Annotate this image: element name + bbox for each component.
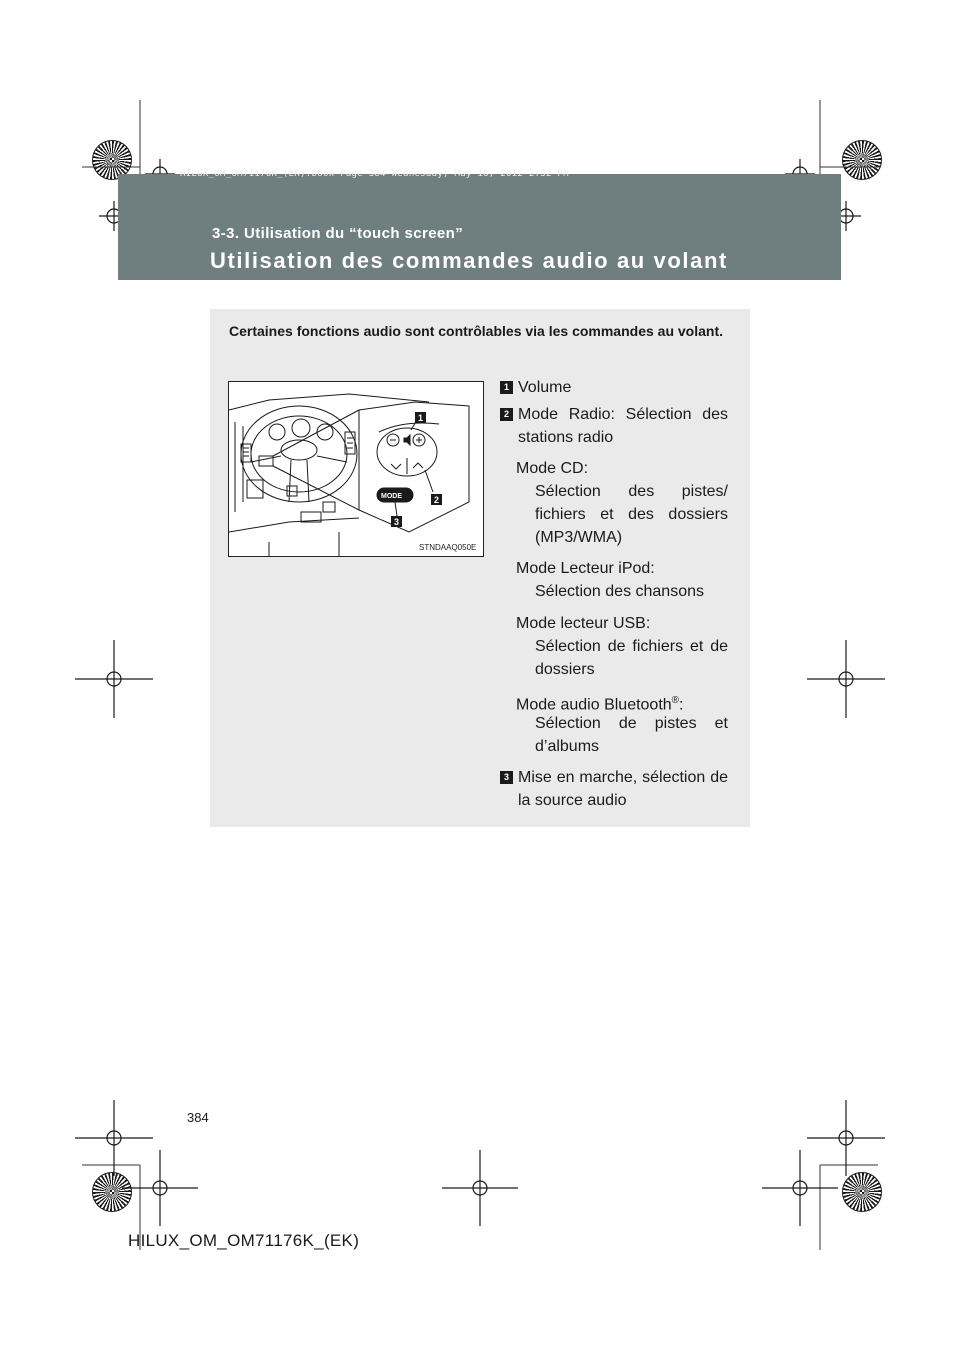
mode-button-label: MODE — [381, 493, 402, 500]
svg-text:3: 3 — [394, 517, 400, 527]
mode-description: Sélection de pistes et d’albums — [535, 715, 728, 755]
figure-callout-3 — [391, 516, 402, 527]
registration-target-icon — [122, 1150, 198, 1226]
page-number: 384 — [187, 1110, 209, 1125]
section-label: 3-3. Utilisation du “touch screen” — [212, 225, 464, 242]
list-item-text: Volume — [518, 379, 572, 396]
badge-1: 1 — [500, 381, 513, 394]
mode-description: Sélection des chansons — [535, 583, 704, 600]
figure-code: STNDAAQ050E — [419, 543, 477, 552]
footer-doc-code: HILUX_OM_OM71176K_(EK) — [128, 1231, 360, 1250]
mode-description: Sélection des pistes/ fichiers et des dossiers (MP3/WMA) — [535, 483, 728, 546]
steering-controls-illustration — [228, 381, 484, 557]
registration-target-icon — [442, 1150, 518, 1226]
list-item-text: Mode Radio: Sélection des stations radio — [518, 406, 728, 446]
registration-target-icon — [75, 640, 153, 718]
mode-label: Mode audio Bluetooth®: — [516, 695, 684, 714]
book-info-line: HILUX_OM_OM71176K_(EK).book Page 384 Wednesday, May 16, 2012 2:32 PM — [180, 169, 569, 179]
svg-text:2: 2 — [434, 495, 440, 505]
svg-text:1: 1 — [418, 413, 424, 423]
badge-2: 2 — [500, 408, 513, 421]
list-item-text: Mise en marche, sélection de la source audio — [518, 769, 728, 809]
registration-target-icon — [807, 640, 885, 718]
figure-callout-2 — [431, 494, 442, 505]
mode-description: Sélection de fichiers et de dossiers — [535, 638, 728, 678]
figure-callout-1 — [415, 412, 426, 423]
badge-3: 3 — [500, 771, 513, 784]
registered-mark: ® — [671, 695, 680, 706]
registration-target-icon — [762, 1150, 838, 1226]
page-title: Utilisation des commandes audio au volant — [210, 248, 728, 273]
mode-label: Mode lecteur USB: — [516, 615, 651, 632]
intro-text: Certaines fonctions audio sont contrôlables via les commandes au volant. — [229, 323, 724, 339]
mode-label: Mode CD: — [516, 460, 589, 477]
mode-label: Mode Lecteur iPod: — [516, 560, 655, 577]
